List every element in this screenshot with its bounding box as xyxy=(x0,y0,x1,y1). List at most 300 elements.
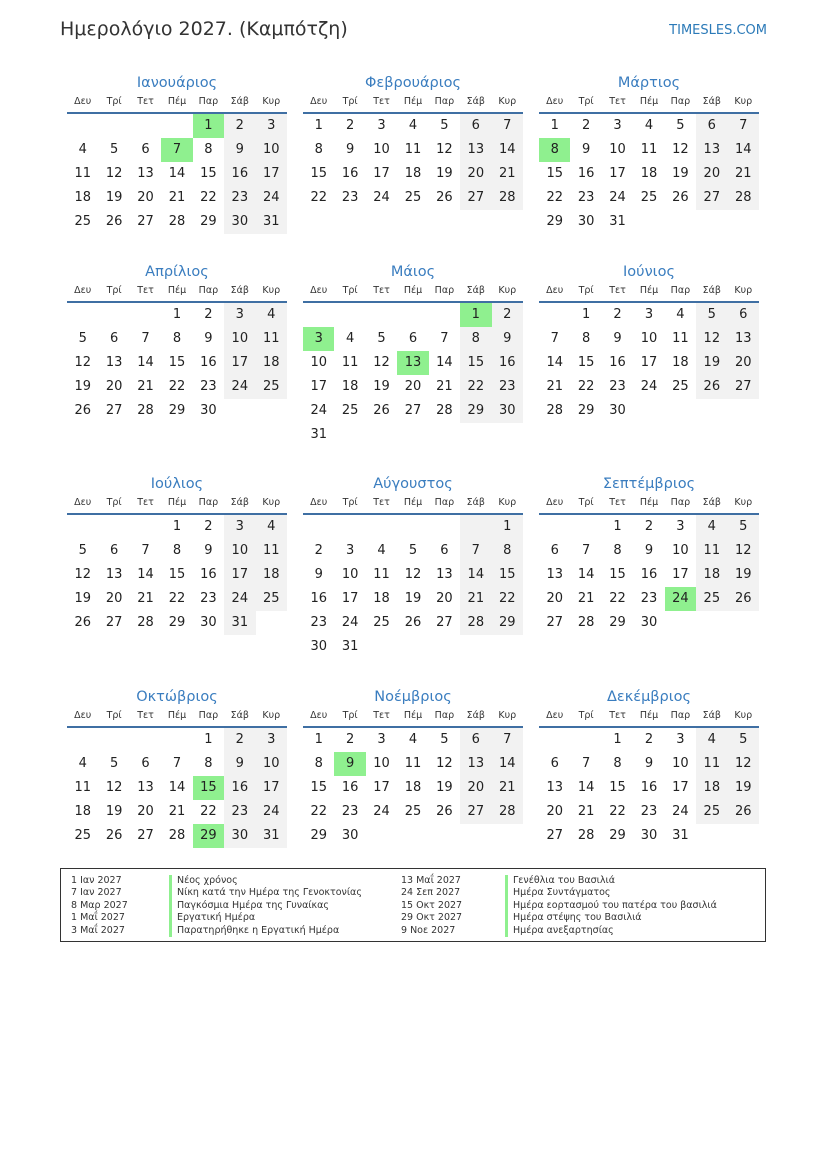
day-cell: 12 xyxy=(672,142,689,157)
holiday-day-cell: 1 xyxy=(460,303,491,327)
day-cell: 23 xyxy=(200,591,217,606)
day-cell: 12 xyxy=(436,756,453,771)
day-cell: 21 xyxy=(546,379,563,394)
day-cell: 4 xyxy=(408,118,418,133)
month-name: Μάιος xyxy=(390,264,436,280)
day-cell: 31 xyxy=(256,210,287,234)
day-cell: 30 xyxy=(577,214,595,229)
day-cell: 22 xyxy=(492,587,523,611)
day-cell: 12 xyxy=(105,780,123,795)
day-cell: 10 xyxy=(373,142,390,157)
day-cell: 2 xyxy=(644,519,654,534)
day-cell: 20 xyxy=(460,776,491,800)
day-cell: 26 xyxy=(74,403,91,418)
weekday-label: Τρί xyxy=(106,497,122,508)
empty-cell xyxy=(303,515,334,539)
day-cell: 12 xyxy=(696,327,727,351)
day-cell: 19 xyxy=(373,379,390,394)
day-cell: 21 xyxy=(577,591,595,606)
day-cell: 22 xyxy=(460,375,491,399)
empty-cell xyxy=(539,728,570,752)
day-cell: 9 xyxy=(314,567,323,582)
day-cell: 21 xyxy=(168,190,186,205)
day-cell: 25 xyxy=(256,587,287,611)
day-cell: 10 xyxy=(256,752,287,776)
empty-cell xyxy=(334,515,365,539)
day-cell: 15 xyxy=(200,166,217,181)
day-cell: 6 xyxy=(460,114,491,138)
holiday-day-cell: 29 xyxy=(193,824,224,848)
day-cell: 11 xyxy=(256,327,287,351)
day-cell: 9 xyxy=(644,543,654,558)
weekday-label: Τρί xyxy=(578,497,594,508)
day-cell: 6 xyxy=(141,756,150,771)
day-cell: 2 xyxy=(492,303,523,327)
day-cell: 5 xyxy=(377,331,386,346)
month-block xyxy=(539,72,759,234)
month-name: Ιούνιος xyxy=(623,264,675,280)
month-block xyxy=(303,473,523,659)
day-grid xyxy=(303,515,523,659)
weekday-label: Κυρ xyxy=(262,96,281,107)
day-cell: 29 xyxy=(168,403,186,418)
weekday-label: Δευ xyxy=(546,710,564,721)
day-cell: 28 xyxy=(577,828,595,843)
empty-cell xyxy=(67,728,98,752)
day-cell: 29 xyxy=(200,214,217,229)
empty-cell xyxy=(570,515,601,539)
day-grid xyxy=(67,114,287,234)
day-cell: 20 xyxy=(404,379,422,394)
day-cell: 19 xyxy=(74,379,91,394)
day-cell: 8 xyxy=(172,543,182,558)
day-cell: 22 xyxy=(200,190,217,205)
weekday-label: Παρ xyxy=(434,96,455,107)
weekday-label: Δευ xyxy=(310,285,328,296)
month-block xyxy=(67,72,287,234)
day-cell: 14 xyxy=(577,567,595,582)
day-cell: 1 xyxy=(314,118,323,133)
day-cell: 14 xyxy=(728,138,759,162)
day-cell: 26 xyxy=(728,587,759,611)
month-block xyxy=(539,686,759,848)
day-cell: 26 xyxy=(728,800,759,824)
day-cell: 16 xyxy=(200,567,217,582)
empty-cell xyxy=(334,303,365,327)
day-cell: 28 xyxy=(546,403,563,418)
day-cell: 7 xyxy=(492,114,523,138)
legend-names-col-2 xyxy=(505,875,717,937)
weekday-header xyxy=(539,495,759,515)
day-cell: 11 xyxy=(404,756,422,771)
day-cell: 13 xyxy=(137,166,154,181)
day-grid xyxy=(303,114,523,210)
day-cell: 13 xyxy=(436,567,453,582)
day-cell: 18 xyxy=(640,166,658,181)
empty-cell xyxy=(366,515,397,539)
day-cell: 9 xyxy=(581,142,591,157)
day-cell: 10 xyxy=(373,756,390,771)
day-cell: 31 xyxy=(609,214,626,229)
day-cell: 3 xyxy=(644,307,654,322)
weekday-label: Παρ xyxy=(434,285,455,296)
day-cell: 3 xyxy=(676,732,685,747)
day-cell: 23 xyxy=(640,591,658,606)
day-grid xyxy=(67,515,287,635)
empty-cell xyxy=(98,303,129,327)
day-cell: 11 xyxy=(74,780,91,795)
weekday-label: Τετ xyxy=(609,285,626,296)
day-cell: 27 xyxy=(546,615,563,630)
day-cell: 25 xyxy=(672,379,689,394)
weekday-label: Τρί xyxy=(106,285,122,296)
weekday-label: Τετ xyxy=(137,285,154,296)
month-name: Ιανουάριος xyxy=(136,75,218,91)
day-cell: 4 xyxy=(256,303,287,327)
holiday-day-cell: 8 xyxy=(539,138,570,162)
day-cell: 23 xyxy=(640,804,658,819)
day-cell: 24 xyxy=(224,375,255,399)
day-cell: 16 xyxy=(577,166,595,181)
day-cell: 10 xyxy=(310,355,327,370)
day-cell: 30 xyxy=(224,824,255,848)
day-cell: 17 xyxy=(672,780,689,795)
day-cell: 10 xyxy=(640,331,658,346)
day-cell: 11 xyxy=(640,142,658,157)
day-cell: 17 xyxy=(224,351,255,375)
day-cell: 29 xyxy=(577,403,595,418)
day-cell: 27 xyxy=(728,375,759,399)
day-grid xyxy=(539,303,759,423)
day-cell: 18 xyxy=(256,351,287,375)
day-cell: 17 xyxy=(373,166,390,181)
empty-cell xyxy=(161,114,192,138)
day-cell: 9 xyxy=(345,142,355,157)
day-cell: 7 xyxy=(581,756,591,771)
weekday-label: Δευ xyxy=(546,497,564,508)
day-cell: 9 xyxy=(613,331,622,346)
month-name: Δεκέμβριος xyxy=(606,689,692,705)
day-cell: 4 xyxy=(377,543,386,558)
weekday-label: Κυρ xyxy=(734,497,753,508)
day-cell: 24 xyxy=(224,587,255,611)
day-cell: 19 xyxy=(436,780,453,795)
day-cell: 13 xyxy=(546,780,563,795)
weekday-label: Πέμ xyxy=(167,497,187,508)
month-name: Αύγουστος xyxy=(373,476,453,492)
day-cell: 25 xyxy=(373,615,390,630)
legend-date: 15 Οκτ 2027 xyxy=(401,899,463,911)
day-cell: 6 xyxy=(550,756,559,771)
day-cell: 30 xyxy=(640,615,658,630)
day-cell: 23 xyxy=(224,186,255,210)
weekday-label: Σάβ xyxy=(466,285,485,296)
day-cell: 3 xyxy=(224,303,255,327)
month-block xyxy=(539,473,759,635)
legend-holiday-name: Εργατική Ημέρα xyxy=(169,912,362,924)
empty-cell xyxy=(429,515,460,539)
weekday-label: Πέμ xyxy=(639,285,659,296)
weekday-label: Πέμ xyxy=(403,285,423,296)
legend-date: 24 Σεπ 2027 xyxy=(401,887,461,899)
holiday-day-cell: 1 xyxy=(193,114,224,138)
day-cell: 21 xyxy=(492,162,523,186)
day-cell: 25 xyxy=(256,375,287,399)
weekday-label: Σάβ xyxy=(230,710,249,721)
day-cell: 19 xyxy=(404,591,422,606)
holiday-day-cell: 3 xyxy=(303,327,334,351)
day-cell: 30 xyxy=(640,828,658,843)
legend-date: 9 Νοε 2027 xyxy=(401,924,456,936)
day-cell: 12 xyxy=(728,752,759,776)
day-cell: 5 xyxy=(408,543,418,558)
day-cell: 11 xyxy=(672,331,689,346)
empty-cell xyxy=(539,303,570,327)
day-cell: 26 xyxy=(404,615,422,630)
legend-date: 29 Οκτ 2027 xyxy=(401,912,463,924)
weekday-label: Δευ xyxy=(310,96,328,107)
day-cell: 11 xyxy=(74,166,91,181)
empty-cell xyxy=(67,515,98,539)
weekday-label: Τρί xyxy=(106,710,122,721)
day-cell: 20 xyxy=(105,379,123,394)
day-cell: 18 xyxy=(404,780,422,795)
weekday-label: Παρ xyxy=(198,497,219,508)
day-grid xyxy=(303,728,523,848)
day-cell: 6 xyxy=(550,543,559,558)
day-cell: 20 xyxy=(137,804,154,819)
day-cell: 26 xyxy=(373,403,390,418)
day-cell: 10 xyxy=(256,138,287,162)
day-cell: 21 xyxy=(577,804,595,819)
day-cell: 30 xyxy=(341,828,359,843)
day-cell: 12 xyxy=(74,355,91,370)
weekday-header xyxy=(303,708,523,728)
day-cell: 13 xyxy=(460,138,491,162)
day-cell: 7 xyxy=(141,543,150,558)
day-cell: 1 xyxy=(613,732,622,747)
day-cell: 16 xyxy=(224,162,255,186)
day-cell: 7 xyxy=(492,728,523,752)
weekday-header xyxy=(67,495,287,515)
weekday-label: Δευ xyxy=(74,710,92,721)
weekday-label: Τετ xyxy=(609,710,626,721)
day-cell: 14 xyxy=(168,166,186,181)
weekday-label: Κυρ xyxy=(734,710,753,721)
day-cell: 4 xyxy=(696,728,727,752)
day-cell: 7 xyxy=(460,539,491,563)
day-cell: 10 xyxy=(341,567,359,582)
day-grid xyxy=(67,728,287,848)
day-cell: 10 xyxy=(224,327,255,351)
month-name: Ιούλιος xyxy=(150,476,204,492)
holiday-day-cell: 24 xyxy=(665,587,696,611)
day-cell: 5 xyxy=(728,515,759,539)
day-cell: 11 xyxy=(373,567,390,582)
weekday-label: Δευ xyxy=(546,285,564,296)
day-cell: 2 xyxy=(613,307,622,322)
day-cell: 29 xyxy=(609,828,626,843)
day-cell: 8 xyxy=(460,327,491,351)
day-cell: 22 xyxy=(310,190,327,205)
weekday-label: Σάβ xyxy=(466,96,485,107)
day-grid xyxy=(539,114,759,234)
day-cell: 5 xyxy=(676,118,685,133)
day-cell: 19 xyxy=(696,351,727,375)
day-cell: 21 xyxy=(137,379,154,394)
day-cell: 21 xyxy=(137,591,154,606)
empty-cell xyxy=(67,114,98,138)
empty-cell xyxy=(130,114,161,138)
day-cell: 13 xyxy=(105,567,123,582)
day-cell: 1 xyxy=(613,519,622,534)
day-cell: 27 xyxy=(436,615,453,630)
day-cell: 20 xyxy=(728,351,759,375)
day-cell: 28 xyxy=(492,800,523,824)
empty-cell xyxy=(98,114,129,138)
day-cell: 20 xyxy=(105,591,123,606)
day-cell: 3 xyxy=(377,118,386,133)
weekday-label: Δευ xyxy=(74,497,92,508)
weekday-label: Σάβ xyxy=(702,96,721,107)
day-cell: 24 xyxy=(256,800,287,824)
weekday-label: Τετ xyxy=(373,285,390,296)
day-cell: 18 xyxy=(696,776,727,800)
weekday-header xyxy=(539,708,759,728)
weekday-label: Τρί xyxy=(342,96,358,107)
day-cell: 21 xyxy=(460,587,491,611)
day-cell: 12 xyxy=(373,355,390,370)
day-cell: 19 xyxy=(436,166,453,181)
day-cell: 6 xyxy=(460,728,491,752)
legend-holiday-name: Παγκόσμια Ημέρα της Γυναίκας xyxy=(169,900,362,912)
holiday-day-cell: 9 xyxy=(334,752,365,776)
legend-holiday-name: Νέος χρόνος xyxy=(169,875,362,887)
day-cell: 3 xyxy=(256,114,287,138)
weekday-label: Τρί xyxy=(106,96,122,107)
day-cell: 11 xyxy=(341,355,359,370)
day-cell: 2 xyxy=(345,118,355,133)
month-block xyxy=(539,261,759,423)
weekday-label: Πέμ xyxy=(167,96,187,107)
day-cell: 3 xyxy=(613,118,622,133)
month-name: Σεπτέμβριος xyxy=(602,476,696,492)
weekday-label: Κυρ xyxy=(262,285,281,296)
weekday-label: Κυρ xyxy=(734,96,753,107)
day-cell: 9 xyxy=(224,752,255,776)
day-cell: 8 xyxy=(581,331,591,346)
empty-cell xyxy=(130,728,161,752)
empty-cell xyxy=(98,515,129,539)
day-cell: 14 xyxy=(577,780,595,795)
day-cell: 1 xyxy=(172,307,182,322)
legend-dates-col-2 xyxy=(401,875,462,937)
month-block xyxy=(303,686,523,848)
day-cell: 19 xyxy=(105,190,123,205)
day-cell: 21 xyxy=(492,776,523,800)
weekday-label: Τετ xyxy=(373,96,390,107)
weekday-label: Δευ xyxy=(310,497,328,508)
day-cell: 23 xyxy=(609,379,626,394)
day-cell: 9 xyxy=(224,138,255,162)
day-cell: 30 xyxy=(609,403,626,418)
day-cell: 28 xyxy=(728,186,759,210)
day-cell: 28 xyxy=(137,403,154,418)
day-cell: 2 xyxy=(644,732,654,747)
day-cell: 11 xyxy=(696,539,727,563)
day-cell: 31 xyxy=(672,828,689,843)
day-cell: 4 xyxy=(78,756,87,771)
weekday-header xyxy=(539,94,759,114)
day-cell: 2 xyxy=(204,519,213,534)
day-cell: 5 xyxy=(78,331,87,346)
legend-holiday-name: Ημέρα Συντάγματος xyxy=(505,887,717,899)
day-cell: 16 xyxy=(200,355,217,370)
weekday-header xyxy=(67,94,287,114)
day-cell: 24 xyxy=(373,190,390,205)
day-cell: 5 xyxy=(109,142,119,157)
weekday-label: Τετ xyxy=(137,96,154,107)
day-cell: 6 xyxy=(696,114,727,138)
day-cell: 22 xyxy=(546,190,563,205)
day-cell: 17 xyxy=(256,162,287,186)
weekday-label: Σάβ xyxy=(702,497,721,508)
weekday-label: Παρ xyxy=(670,96,691,107)
day-cell: 10 xyxy=(672,543,689,558)
day-cell: 4 xyxy=(644,118,654,133)
day-cell: 27 xyxy=(105,615,123,630)
weekday-label: Σάβ xyxy=(702,285,721,296)
legend-holiday-name: Ημέρα ανεξαρτησίας xyxy=(505,925,717,937)
legend-holiday-name: Παρατηρήθηκε η Εργατική Ημέρα xyxy=(169,925,362,937)
day-cell: 4 xyxy=(696,515,727,539)
day-cell: 10 xyxy=(224,539,255,563)
day-cell: 1 xyxy=(314,732,323,747)
day-cell: 16 xyxy=(224,776,255,800)
day-cell: 16 xyxy=(640,780,658,795)
empty-cell xyxy=(130,303,161,327)
weekday-label: Τετ xyxy=(373,710,390,721)
day-cell: 4 xyxy=(345,331,355,346)
month-block xyxy=(303,72,523,210)
weekday-label: Δευ xyxy=(74,96,92,107)
day-cell: 23 xyxy=(492,375,523,399)
day-cell: 8 xyxy=(314,142,323,157)
day-cell: 19 xyxy=(74,591,91,606)
day-cell: 24 xyxy=(640,379,658,394)
day-cell: 23 xyxy=(341,804,359,819)
holiday-day-cell: 15 xyxy=(193,776,224,800)
weekday-header xyxy=(67,283,287,303)
day-cell: 11 xyxy=(404,142,422,157)
day-cell: 3 xyxy=(224,515,255,539)
weekday-label: Σάβ xyxy=(466,497,485,508)
weekday-label: Τρί xyxy=(578,710,594,721)
day-cell: 16 xyxy=(341,166,359,181)
day-cell: 9 xyxy=(644,756,654,771)
day-cell: 3 xyxy=(256,728,287,752)
day-grid xyxy=(303,303,523,447)
day-cell: 18 xyxy=(404,166,422,181)
day-cell: 4 xyxy=(408,732,418,747)
day-cell: 29 xyxy=(492,611,523,635)
holiday-legend xyxy=(60,868,766,942)
day-cell: 8 xyxy=(613,756,622,771)
day-cell: 15 xyxy=(310,166,327,181)
day-cell: 22 xyxy=(609,591,626,606)
day-cell: 27 xyxy=(460,800,491,824)
site-link[interactable]: TIMESLES.COM xyxy=(669,23,767,38)
